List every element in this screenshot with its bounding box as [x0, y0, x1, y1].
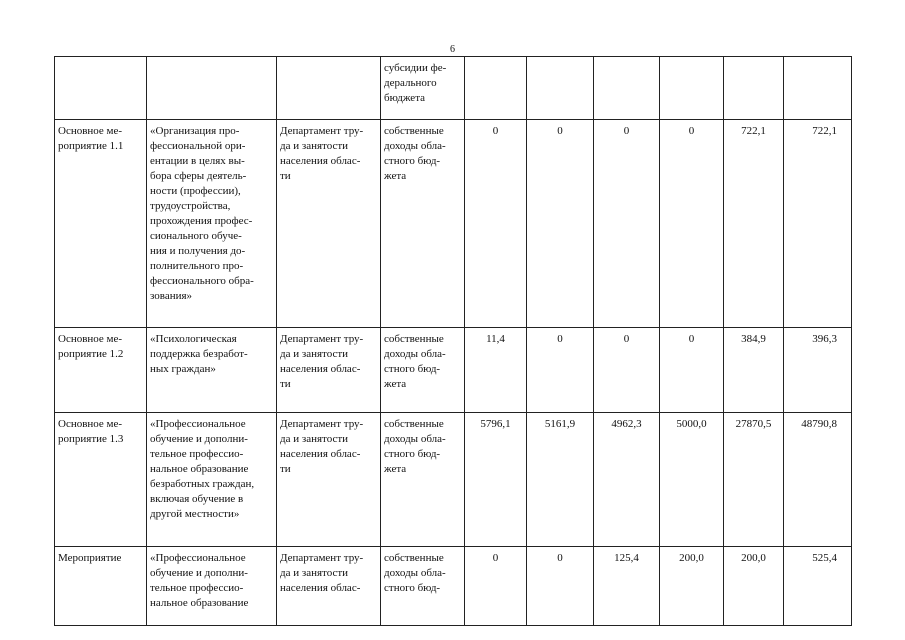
value-cell: 0	[465, 120, 527, 328]
activity-name-text: Основное ме- роприятие 1.1	[58, 125, 124, 152]
activity-name-text: Мероприятие	[58, 552, 122, 564]
value-cell: 5796,1	[465, 413, 527, 547]
activity-title-text: «Психологическая поддержка безработ- ных граждан»	[150, 333, 248, 375]
value-cell: 396,3	[784, 328, 852, 413]
executor-text: Департамент тру- да и занятости населения облас- ти	[280, 125, 364, 182]
activity-name-text: Основное ме- роприятие 1.2	[58, 333, 124, 360]
funding-source-cell	[381, 413, 465, 547]
value-cell: 0	[527, 547, 594, 626]
value-cell: 0	[527, 328, 594, 413]
value-cell: 384,9	[724, 328, 784, 413]
funding-source-cell	[381, 547, 465, 626]
funding-source-cell	[381, 328, 465, 413]
activity-title-cell	[147, 547, 277, 626]
activity-title-cell	[147, 413, 277, 547]
executor-cell	[277, 413, 381, 547]
value-cell: 11,4	[465, 328, 527, 413]
table-row	[55, 120, 852, 328]
funding-source-text: собственные доходы обла- стного бюд- жета	[384, 418, 446, 475]
executor-cell	[277, 328, 381, 413]
table-row	[55, 328, 852, 413]
activity-name-text: Основное ме- роприятие 1.3	[58, 418, 124, 445]
activity-title-text: «Профессиональное обучение и дополни- тельное профессио- нальное образование безработных граждан, включая обучение в другой местности»	[150, 418, 255, 520]
value-cell: 5161,9	[527, 413, 594, 547]
table-row	[55, 57, 852, 120]
value-cell	[527, 57, 594, 120]
activity-name-cell	[55, 547, 147, 626]
value-cell: 200,0	[660, 547, 724, 626]
value-cell: 200,0	[724, 547, 784, 626]
activity-name-cell	[55, 57, 147, 120]
value-cell: 0	[465, 547, 527, 626]
executor-cell	[277, 57, 381, 120]
value-cell: 4962,3	[594, 413, 660, 547]
value-cell: 0	[527, 120, 594, 328]
activity-title-cell	[147, 57, 277, 120]
executor-cell	[277, 120, 381, 328]
activity-title-cell	[147, 120, 277, 328]
value-cell: 0	[660, 328, 724, 413]
activity-title-text: «Организация про- фессиональной ори- ентации в целях вы- бора сферы деятель- ности (профессии), трудоустройства, прохождения профес- сионального обуче- ния и получения до- полнительного про- фессионального обра- зования»	[150, 125, 254, 302]
funding-source-text: собственные доходы обла- стного бюд- жета	[384, 333, 446, 390]
value-cell: 48790,8	[784, 413, 852, 547]
executor-text: Департамент тру- да и занятости населения облас- ти	[280, 418, 364, 475]
value-cell	[724, 57, 784, 120]
activity-name-cell	[55, 413, 147, 547]
value-cell: 525,4	[784, 547, 852, 626]
funding-source-cell	[381, 57, 465, 120]
value-cell: 27870,5	[724, 413, 784, 547]
activity-name-cell	[55, 328, 147, 413]
value-cell: 722,1	[784, 120, 852, 328]
executor-text: Департамент тру- да и занятости населения облас-	[280, 552, 364, 594]
value-cell	[784, 57, 852, 120]
funding-source-text: собственные доходы обла- стного бюд- жета	[384, 125, 446, 182]
table-row	[55, 547, 852, 626]
activity-title-text: «Профессиональное обучение и дополни- тельное профессио- нальное образование	[150, 552, 249, 609]
executor-cell	[277, 547, 381, 626]
value-cell	[594, 57, 660, 120]
table-row	[55, 413, 852, 547]
funding-source-cell	[381, 120, 465, 328]
page-number: 6	[450, 44, 455, 55]
value-cell: 5000,0	[660, 413, 724, 547]
value-cell	[465, 57, 527, 120]
value-cell: 0	[594, 328, 660, 413]
activity-name-cell	[55, 120, 147, 328]
value-cell	[660, 57, 724, 120]
value-cell: 722,1	[724, 120, 784, 328]
funding-source-text: собственные доходы обла- стного бюд-	[384, 552, 446, 594]
activity-title-cell	[147, 328, 277, 413]
funding-source-text: субсидии фе- дерального бюджета	[384, 62, 447, 104]
value-cell: 0	[594, 120, 660, 328]
budget-table	[54, 56, 852, 626]
value-cell: 0	[660, 120, 724, 328]
value-cell: 125,4	[594, 547, 660, 626]
executor-text: Департамент тру- да и занятости населения облас- ти	[280, 333, 364, 390]
